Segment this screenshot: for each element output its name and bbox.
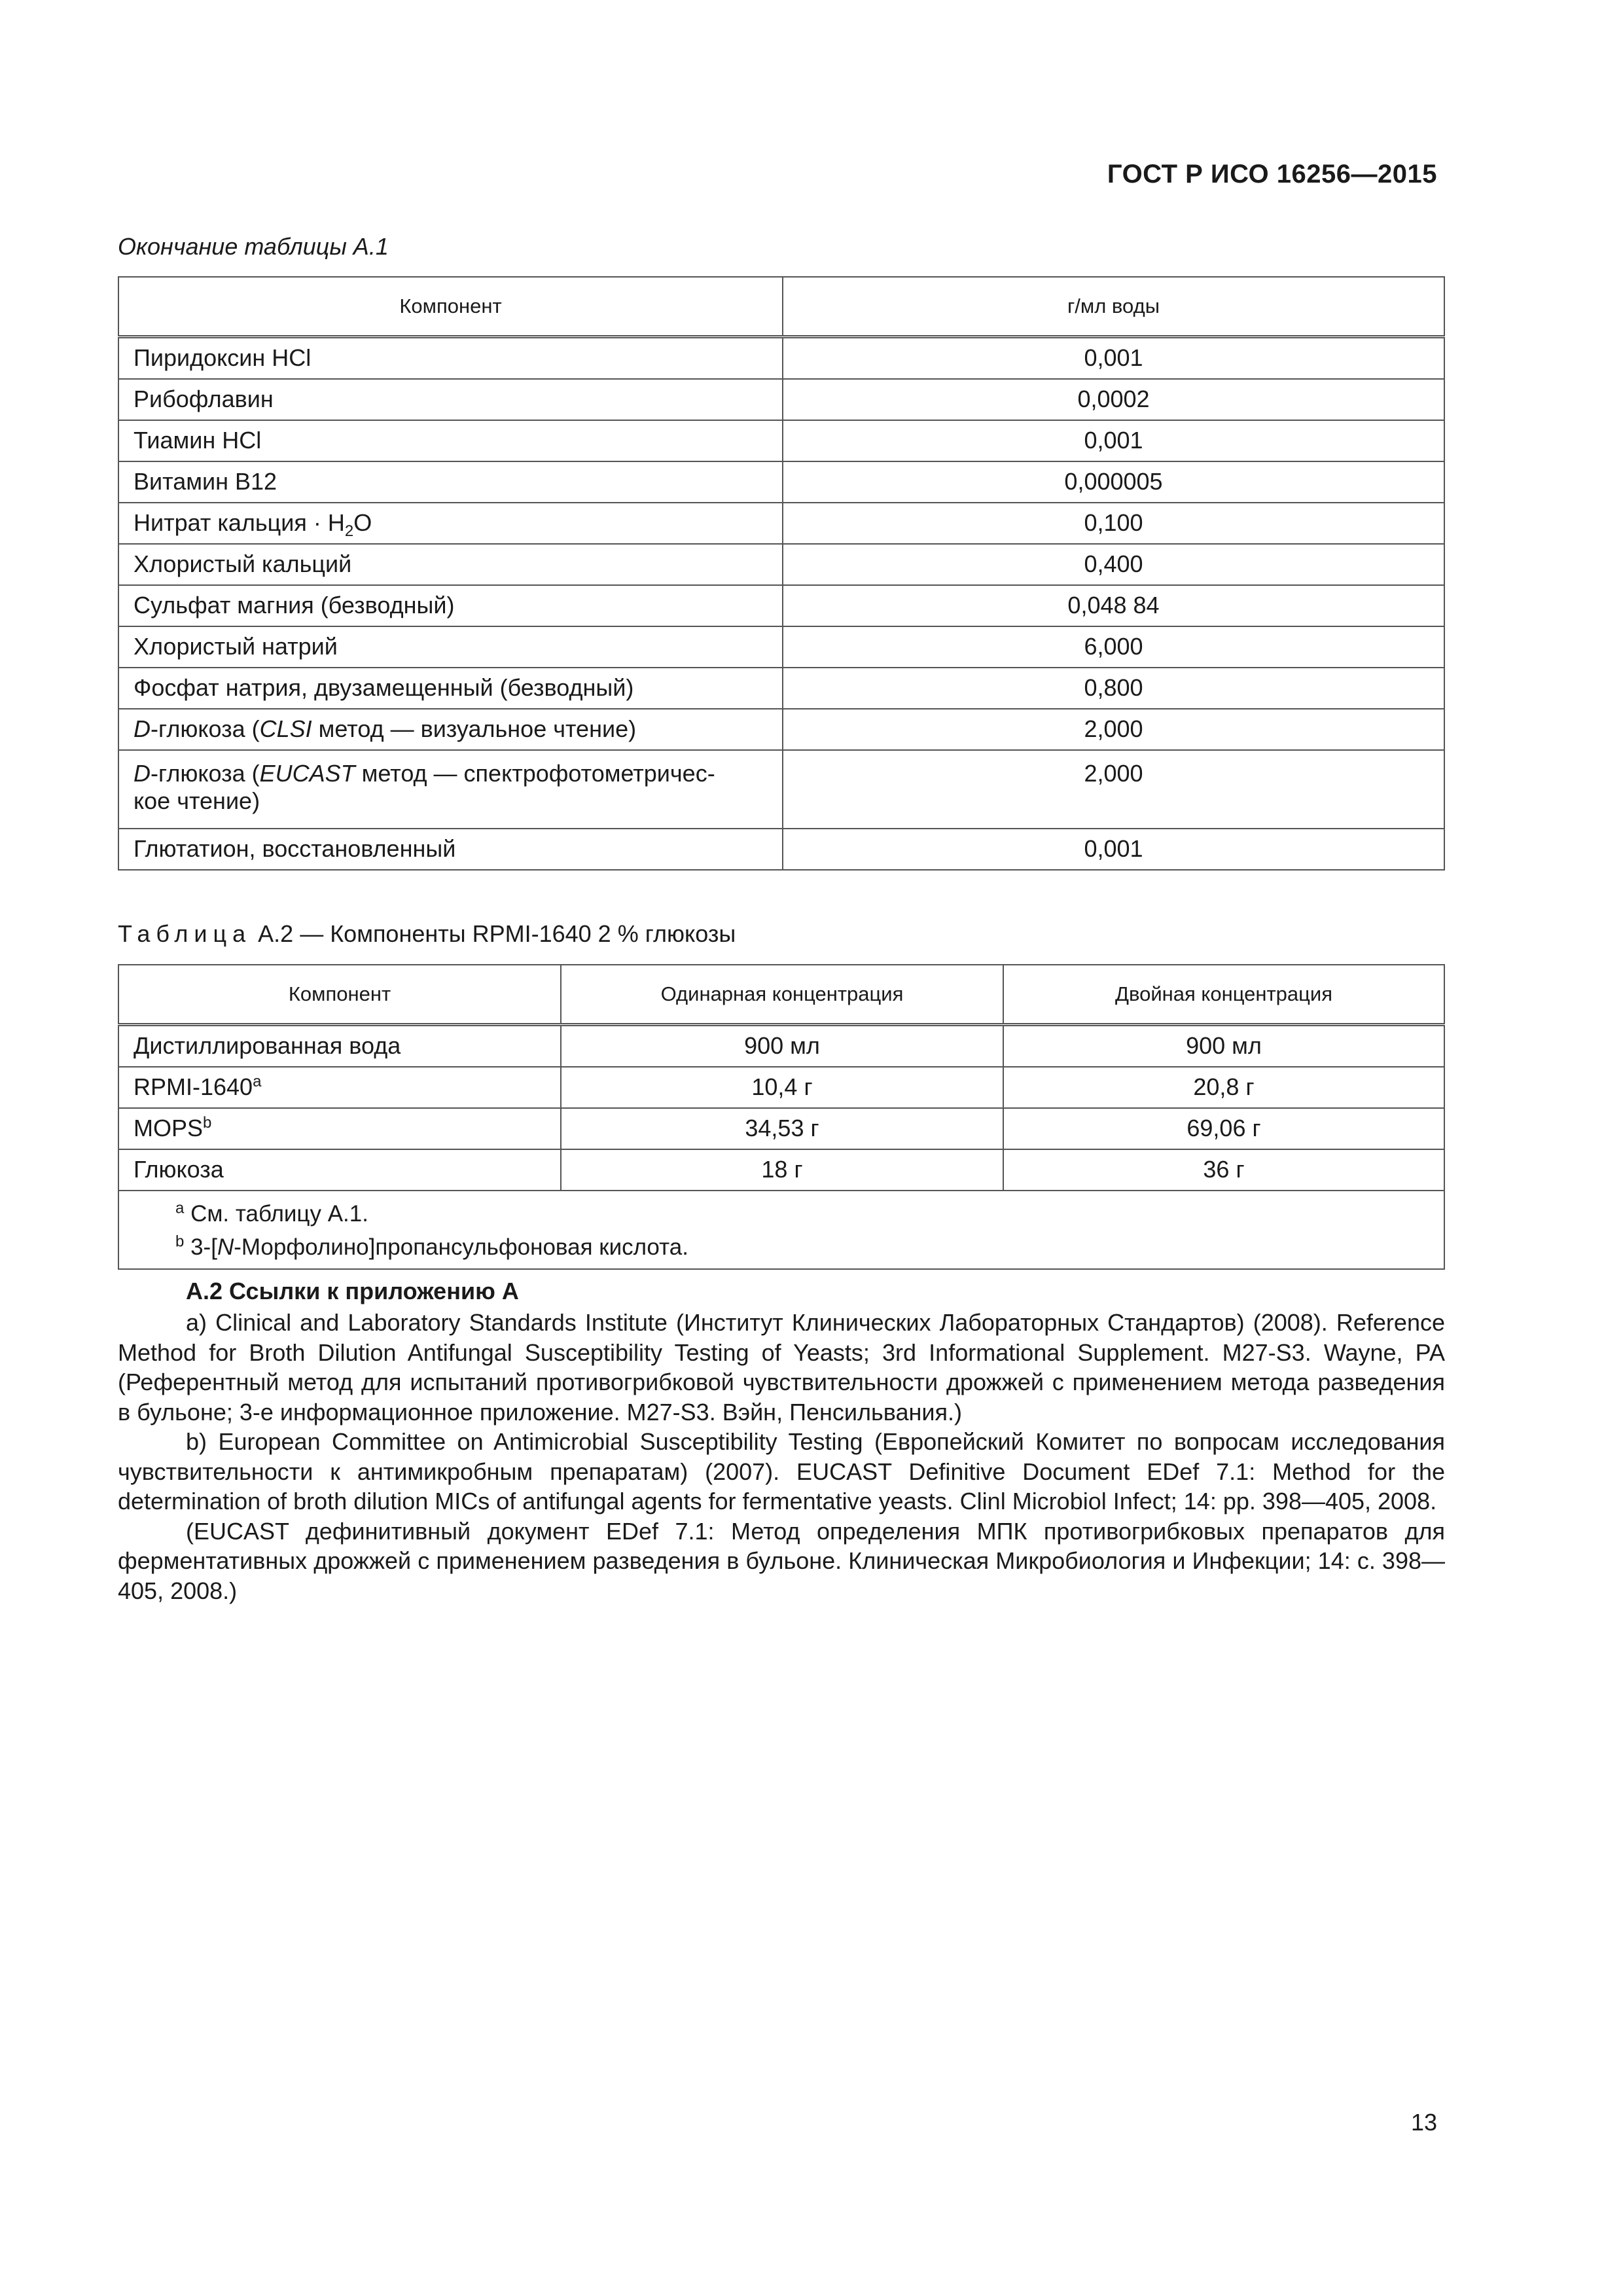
component-text: метод — визуальное чтение) xyxy=(312,715,637,743)
footnote-text: См. таблицу А.1. xyxy=(184,1201,368,1227)
cell-component: Фосфат натрия, двузамещенный (безводный) xyxy=(118,668,783,709)
table-row xyxy=(118,1108,1444,1149)
footnote-text: 3-[ xyxy=(184,1234,217,1260)
cell-component: Глюкоза xyxy=(118,1149,561,1191)
table-header-row xyxy=(118,965,1444,1025)
footnote-mark: a xyxy=(175,1199,185,1217)
component-text: O xyxy=(353,509,372,537)
table-row xyxy=(118,337,1444,380)
table-a2 xyxy=(118,964,1445,1270)
italic-text: N xyxy=(217,1234,234,1260)
column-header-double: Двойная концентрация xyxy=(1003,965,1444,1025)
cell-value: 0,001 xyxy=(783,337,1444,380)
table1-continuation-label: Окончание таблицы А.1 xyxy=(118,233,389,260)
cell-single: 34,53 г xyxy=(561,1108,1003,1149)
cell-component: Глютатион, восстановленный xyxy=(118,829,783,870)
table-row xyxy=(118,379,1444,420)
table-row xyxy=(118,420,1444,461)
cell-component: Хлористый натрий xyxy=(118,626,783,668)
cell-value: 0,000005 xyxy=(783,461,1444,503)
footnote-mark: a xyxy=(253,1073,262,1091)
component-text: -глюкоза ( xyxy=(151,760,260,787)
cell-double: 36 г xyxy=(1003,1149,1444,1191)
cell-double: 900 мл xyxy=(1003,1025,1444,1067)
cell-value: 2,000 xyxy=(783,709,1444,750)
table-row xyxy=(118,461,1444,503)
cell-single: 900 мл xyxy=(561,1025,1003,1067)
cell-component: Тиамин HCl xyxy=(118,420,783,461)
section-heading: А.2 Ссылки к приложению А xyxy=(186,1278,519,1304)
cell-value: 0,001 xyxy=(783,829,1444,870)
cell-value: 0,800 xyxy=(783,668,1444,709)
column-header-component: Компонент xyxy=(118,965,561,1025)
component-text: MOPS xyxy=(134,1115,204,1142)
cell-component: Витамин B12 xyxy=(118,461,783,503)
table-header-row xyxy=(118,277,1444,337)
table-row xyxy=(118,626,1444,668)
column-header-value: г/мл воды xyxy=(783,277,1444,337)
component-text: RPMI-1640 xyxy=(134,1073,253,1101)
footnote-text: -Морфолино]пропансульфоновая кислота. xyxy=(234,1234,688,1260)
subscript: 2 xyxy=(344,522,354,541)
footnote-a xyxy=(175,1198,1429,1231)
table-row xyxy=(118,668,1444,709)
cell-component xyxy=(118,709,783,750)
cell-component: Рибофлавин xyxy=(118,379,783,420)
cell-component xyxy=(118,750,783,829)
cell-component xyxy=(118,1108,561,1149)
italic-text: EUCAST xyxy=(259,760,355,787)
cell-component: Хлористый кальций xyxy=(118,544,783,585)
italic-text: CLSI xyxy=(259,715,312,743)
footnote-b xyxy=(175,1231,1429,1265)
footnote-mark: b xyxy=(175,1232,185,1251)
italic-text: D xyxy=(134,760,151,787)
cell-component: Пиридоксин HCl xyxy=(118,337,783,380)
cell-value: 0,0002 xyxy=(783,379,1444,420)
component-text: метод — спектрофотометричес- xyxy=(355,760,715,787)
cell-value: 0,048 84 xyxy=(783,585,1444,626)
component-text: кое чтение) xyxy=(134,787,260,815)
cell-value: 0,100 xyxy=(783,503,1444,544)
table-title-text: А.2 — Компоненты RPMI-1640 2 % глюкозы xyxy=(251,920,736,947)
cell-value: 2,000 xyxy=(783,750,1444,829)
table-row xyxy=(118,1067,1444,1108)
cell-component: Сульфат магния (безводный) xyxy=(118,585,783,626)
table-label: Таблица xyxy=(118,920,252,947)
cell-single: 10,4 г xyxy=(561,1067,1003,1108)
italic-text: D xyxy=(134,715,151,743)
table-notes xyxy=(118,1191,1444,1269)
cell-component: Дистиллированная вода xyxy=(118,1025,561,1067)
footnote-mark: b xyxy=(203,1114,212,1132)
table-a1-end xyxy=(118,276,1445,870)
cell-value: 0,400 xyxy=(783,544,1444,585)
table-notes-row xyxy=(118,1191,1444,1269)
table-row xyxy=(118,1025,1444,1067)
cell-double: 20,8 г xyxy=(1003,1067,1444,1108)
cell-single: 18 г xyxy=(561,1149,1003,1191)
reference-paragraph: (EUCAST дефинитивный документ EDef 7.1: Метод определения МПК противогрибковых препаратов для ферментативных дрожжей с применением разведения в бульоне. Клиническая Микробиология и Инфекции; 14: с. 398—405, 2008.) xyxy=(118,1517,1445,1604)
component-text: Нитрат кальция · H xyxy=(134,509,345,537)
table-row xyxy=(118,750,1444,829)
table-row xyxy=(118,544,1444,585)
cell-value: 0,001 xyxy=(783,420,1444,461)
cell-double: 69,06 г xyxy=(1003,1108,1444,1149)
cell-component xyxy=(118,503,783,544)
cell-value: 6,000 xyxy=(783,626,1444,668)
table-row xyxy=(118,1149,1444,1191)
column-header-single: Одинарная концентрация xyxy=(561,965,1003,1025)
reference-paragraph: b) European Committee on Antimicrobial Susceptibility Testing (Европейский Комитет по вопросам исследования чувствительности к антимикробным препаратам) (2007). EUCAST Definitive Document EDef 7.1: Method for the determination of broth dilution MICs of antifungal agents for fermentative yeasts. Clinl Microbiol Infect; 14: pp. 398—405, 2008. xyxy=(118,1428,1445,1515)
table2-title xyxy=(118,920,736,948)
column-header-component: Компонент xyxy=(118,277,783,337)
table-row xyxy=(118,709,1444,750)
cell-component xyxy=(118,1067,561,1108)
page-number: 13 xyxy=(1410,2109,1437,2136)
table-row xyxy=(118,503,1444,544)
table-row xyxy=(118,585,1444,626)
reference-paragraph: a) Clinical and Laboratory Standards Institute (Институт Клинических Лабораторных Стандартов) (2008). Reference Method for Broth Dilution Antifungal Susceptibility Testing of Yeasts; 3rd Informational Supplement. M27-S3. Wayne, PA (Референтный метод для испытаний противогрибковой чувствительности дрожжей с применением метода разведения в бульоне; 3-е информационное приложение. M27-S3. Вэйн, Пенсильвания.) xyxy=(118,1309,1445,1426)
table-row xyxy=(118,829,1444,870)
standard-code: ГОСТ Р ИСО 16256—2015 xyxy=(1107,160,1437,188)
section-a2-references xyxy=(118,1275,1445,1605)
component-text: -глюкоза ( xyxy=(151,715,260,743)
